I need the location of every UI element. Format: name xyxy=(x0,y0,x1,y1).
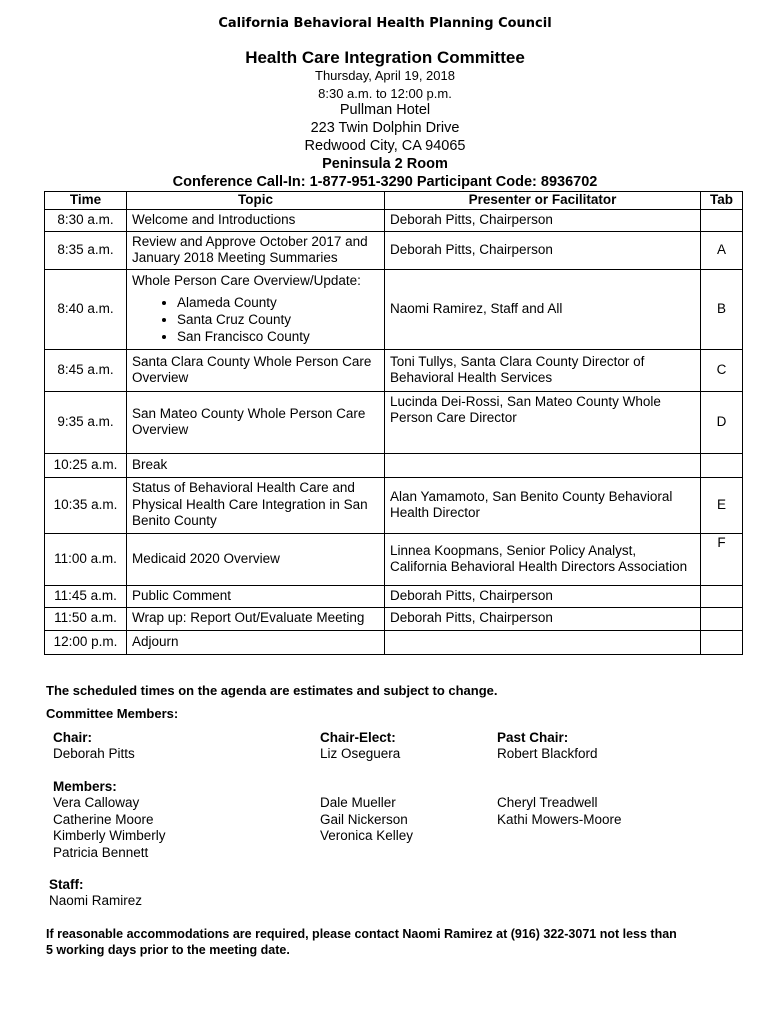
column-header-presenter: Presenter or Facilitator xyxy=(385,192,701,210)
agenda-time: 8:40 a.m. xyxy=(45,269,127,349)
member-name: Cheryl Treadwell xyxy=(497,795,598,810)
member-name: Kathi Mowers-Moore xyxy=(497,811,622,827)
table-row xyxy=(45,231,743,269)
column-header-topic: Topic xyxy=(127,192,385,210)
agenda-tab: B xyxy=(701,269,743,349)
agenda-topic: Welcome and Introductions xyxy=(127,209,385,231)
member-name: Vera Calloway xyxy=(53,795,140,810)
organization-name: California Behavioral Health Planning Council xyxy=(218,16,552,31)
agenda-tab: A xyxy=(701,231,743,269)
chair-elect-label: Chair-Elect: xyxy=(320,730,396,745)
agenda-presenter xyxy=(385,630,701,654)
agenda-tab xyxy=(701,585,743,607)
agenda-presenter xyxy=(385,453,701,477)
agenda-presenter: Alan Yamamoto, San Benito County Behavioral Health Director xyxy=(385,477,701,533)
table-row xyxy=(45,391,743,453)
member-name: Dale Mueller xyxy=(320,795,396,810)
agenda-time: 11:00 a.m. xyxy=(45,533,127,585)
column-header-time: Time xyxy=(45,192,127,210)
agenda-time: 10:25 a.m. xyxy=(45,453,127,477)
agenda-tab xyxy=(701,209,743,231)
chair-name: Deborah Pitts xyxy=(53,746,135,761)
meeting-time: 8:30 a.m. to 12:00 p.m. xyxy=(318,86,452,101)
member-name: Veronica Kelley xyxy=(320,828,414,843)
agenda-presenter: Lucinda Dei-Rossi, San Mateo County Whole Person Care Director xyxy=(385,391,701,453)
chair-label: Chair: xyxy=(53,730,93,745)
members-column-2 xyxy=(320,795,413,845)
table-row xyxy=(45,453,743,477)
agenda-presenter: Naomi Ramirez, Staff and All xyxy=(385,269,701,349)
staff-label: Staff: xyxy=(49,877,84,892)
agenda-time: 8:45 a.m. xyxy=(45,349,127,391)
agenda-header-row xyxy=(45,192,743,210)
committee-members-heading: Committee Members: xyxy=(46,706,179,721)
agenda-topic: Santa Clara County Whole Person Care Overview xyxy=(127,349,385,391)
column-header-tab: Tab xyxy=(701,192,743,210)
committee-title: Health Care Integration Committee xyxy=(245,48,525,67)
chair-elect-name: Liz Oseguera xyxy=(320,746,401,761)
members-label: Members: xyxy=(53,779,117,794)
agenda-time: 11:45 a.m. xyxy=(45,585,127,607)
agenda-presenter: Deborah Pitts, Chairperson xyxy=(385,209,701,231)
agenda-tab xyxy=(701,453,743,477)
agenda-topic: Adjourn xyxy=(127,630,385,654)
list-item: • Alameda County xyxy=(177,294,379,311)
member-name: Patricia Bennett xyxy=(53,844,149,860)
table-row xyxy=(45,349,743,391)
table-row xyxy=(45,533,743,585)
agenda-topic: Public Comment xyxy=(127,585,385,607)
agenda-topic-text: Whole Person Care Overview/Update: xyxy=(132,273,361,289)
agenda-presenter: Deborah Pitts, Chairperson xyxy=(385,607,701,630)
agenda-time: 12:00 p.m. xyxy=(45,630,127,654)
conference-call-info: Conference Call-In: 1-877-951-3290 Participant Code: 8936702 xyxy=(172,174,598,190)
members-column-3 xyxy=(497,795,622,828)
staff-name: Naomi Ramirez xyxy=(49,893,143,908)
table-row xyxy=(45,607,743,630)
agenda-presenter: Toni Tullys, Santa Clara County Director of Behavioral Health Services xyxy=(385,349,701,391)
agenda-tab xyxy=(701,607,743,630)
agenda-presenter: Linnea Koopmans, Senior Policy Analyst, California Behavioral Health Directors Association xyxy=(385,533,701,585)
past-chair-label: Past Chair: xyxy=(497,730,569,745)
agenda-presenter: Deborah Pitts, Chairperson xyxy=(385,585,701,607)
agenda-time: 8:30 a.m. xyxy=(45,209,127,231)
agenda-tab: F xyxy=(701,533,743,585)
list-item: • San Francisco County xyxy=(177,328,379,345)
agenda-topic: Wrap up: Report Out/Evaluate Meeting xyxy=(127,607,385,630)
venue-address-line2: Redwood City, CA 94065 xyxy=(304,138,466,154)
agenda-topic xyxy=(127,269,385,349)
members-column-1 xyxy=(53,795,166,861)
table-row xyxy=(45,269,743,349)
agenda-time: 11:50 a.m. xyxy=(45,607,127,630)
table-row xyxy=(45,477,743,533)
agenda-tab: D xyxy=(701,391,743,453)
agenda-presenter: Deborah Pitts, Chairperson xyxy=(385,231,701,269)
agenda-topic: Review and Approve October 2017 and January 2018 Meeting Summaries xyxy=(127,231,385,269)
agenda-topic: San Mateo County Whole Person Care Overview xyxy=(127,391,385,453)
member-name: Catherine Moore xyxy=(53,811,154,827)
agenda-tab xyxy=(701,630,743,654)
venue-address-line1: 223 Twin Dolphin Drive xyxy=(310,120,460,136)
table-row xyxy=(45,630,743,654)
agenda-time: 10:35 a.m. xyxy=(45,477,127,533)
meeting-date: Thursday, April 19, 2018 xyxy=(315,68,455,83)
room-name: Peninsula 2 Room xyxy=(322,156,448,172)
member-name: Kimberly Wimberly xyxy=(53,828,166,843)
agenda-tab: E xyxy=(701,477,743,533)
table-row xyxy=(45,209,743,231)
venue-name: Pullman Hotel xyxy=(339,102,431,118)
agenda-time: 9:35 a.m. xyxy=(45,391,127,453)
agenda-topic: Status of Behavioral Health Care and Physical Health Care Integration in San Benito County xyxy=(127,477,385,533)
agenda-table xyxy=(44,191,743,655)
member-name: Gail Nickerson xyxy=(320,811,408,827)
agenda-topic: Break xyxy=(127,453,385,477)
agenda-tab: C xyxy=(701,349,743,391)
schedule-note: The scheduled times on the agenda are estimates and subject to change. xyxy=(46,683,498,698)
county-list xyxy=(132,294,379,345)
accommodations-note: If reasonable accommodations are required, please contact Naomi Ramirez at (916) 322-3071 not less than 5 working days prior to the meeting date. xyxy=(46,927,677,957)
past-chair-name: Robert Blackford xyxy=(497,746,598,761)
agenda-topic: Medicaid 2020 Overview xyxy=(127,533,385,585)
agenda-time: 8:35 a.m. xyxy=(45,231,127,269)
list-item: • Santa Cruz County xyxy=(177,311,379,328)
table-row xyxy=(45,585,743,607)
